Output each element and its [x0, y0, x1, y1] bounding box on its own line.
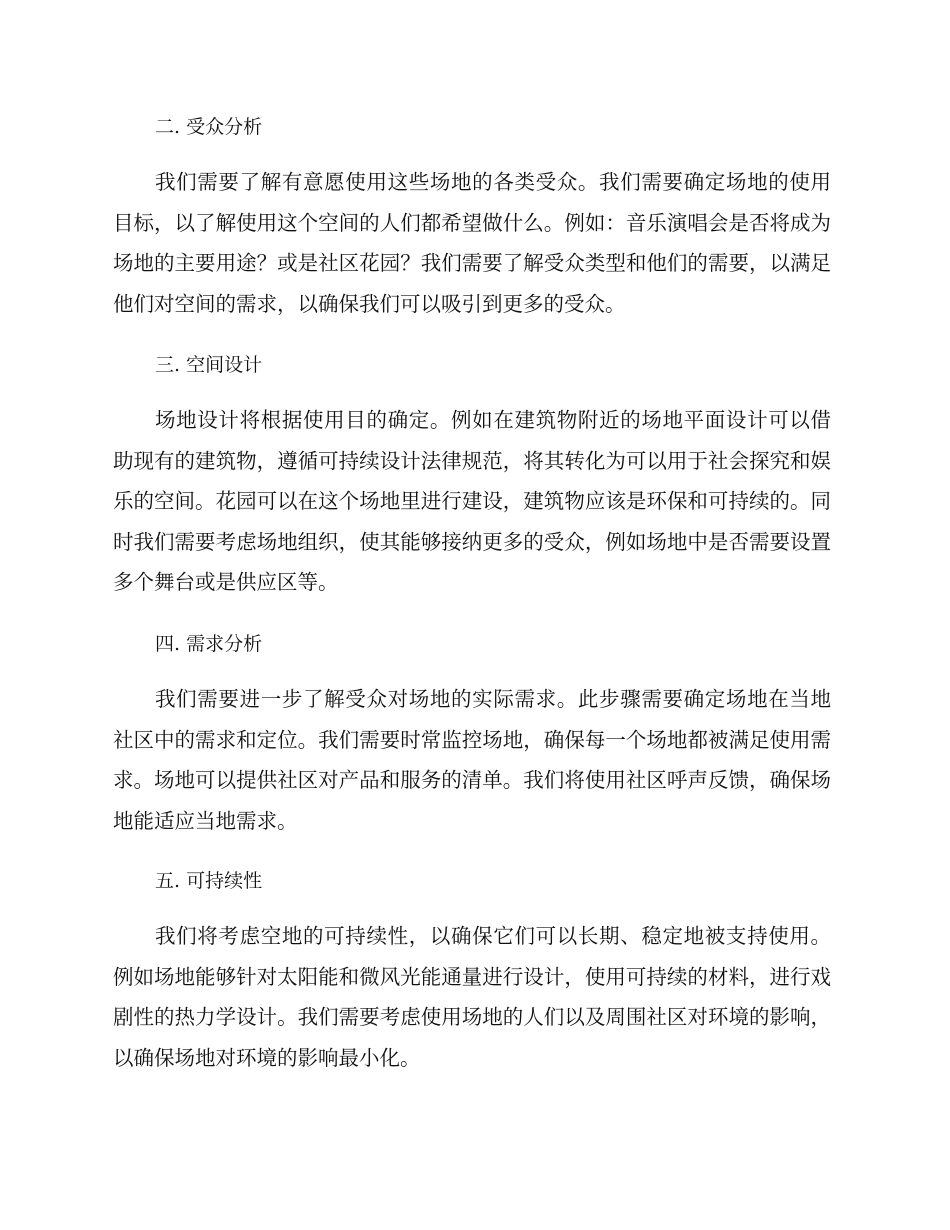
section-heading-demand: 四. 需求分析: [155, 633, 263, 655]
section-heading-audience: 二. 受众分析: [155, 116, 263, 138]
section-heading-sustainability: 五. 可持续性: [155, 870, 263, 892]
section-body-audience: 我们需要了解有意愿使用这些场地的各类受众。我们需要确定场地的使用目标，以了解使用这个空间的人们都希望做什么。例如：音乐演唱会是否将成为场地的主要用途？或是社区花园？我们需要了解受众类型和他们的需要，以满足他们对空间的需求，以确保我们可以吸引到更多的受众。: [113, 170, 831, 316]
section-heading-space-design: 三. 空间设计: [155, 354, 263, 376]
section-body-demand: 我们需要进一步了解受众对场地的实际需求。此步骤需要确定场地在当地社区中的需求和定位。我们需要时常监控场地，确保每一个场地都被满足使用需求。场地可以提供社区对产品和服务的清单。我们将使用社区呼声反馈，确保场地能适应当地需求。: [113, 687, 831, 833]
section-body-sustainability: 我们将考虑空地的可持续性，以确保它们可以长期、稳定地被支持使用。例如场地能够针对太阳能和微风光能通量进行设计，使用可持续的材料，进行戏剧性的热力学设计。我们需要考虑使用场地的人们以及周围社区对环境的影响，以确保场地对环境的影响最小化。: [113, 924, 831, 1070]
section-body-space-design: 场地设计将根据使用目的确定。例如在建筑物附近的场地平面设计可以借助现有的建筑物，遵循可持续设计法律规范，将其转化为可以用于社会探究和娱乐的空间。花园可以在这个场地里进行建设，建筑物应该是环保和可持续的。同时我们需要考虑场地组织，使其能够接纳更多的受众，例如场地中是否需要设置多个舞台或是供应区等。: [113, 408, 831, 595]
